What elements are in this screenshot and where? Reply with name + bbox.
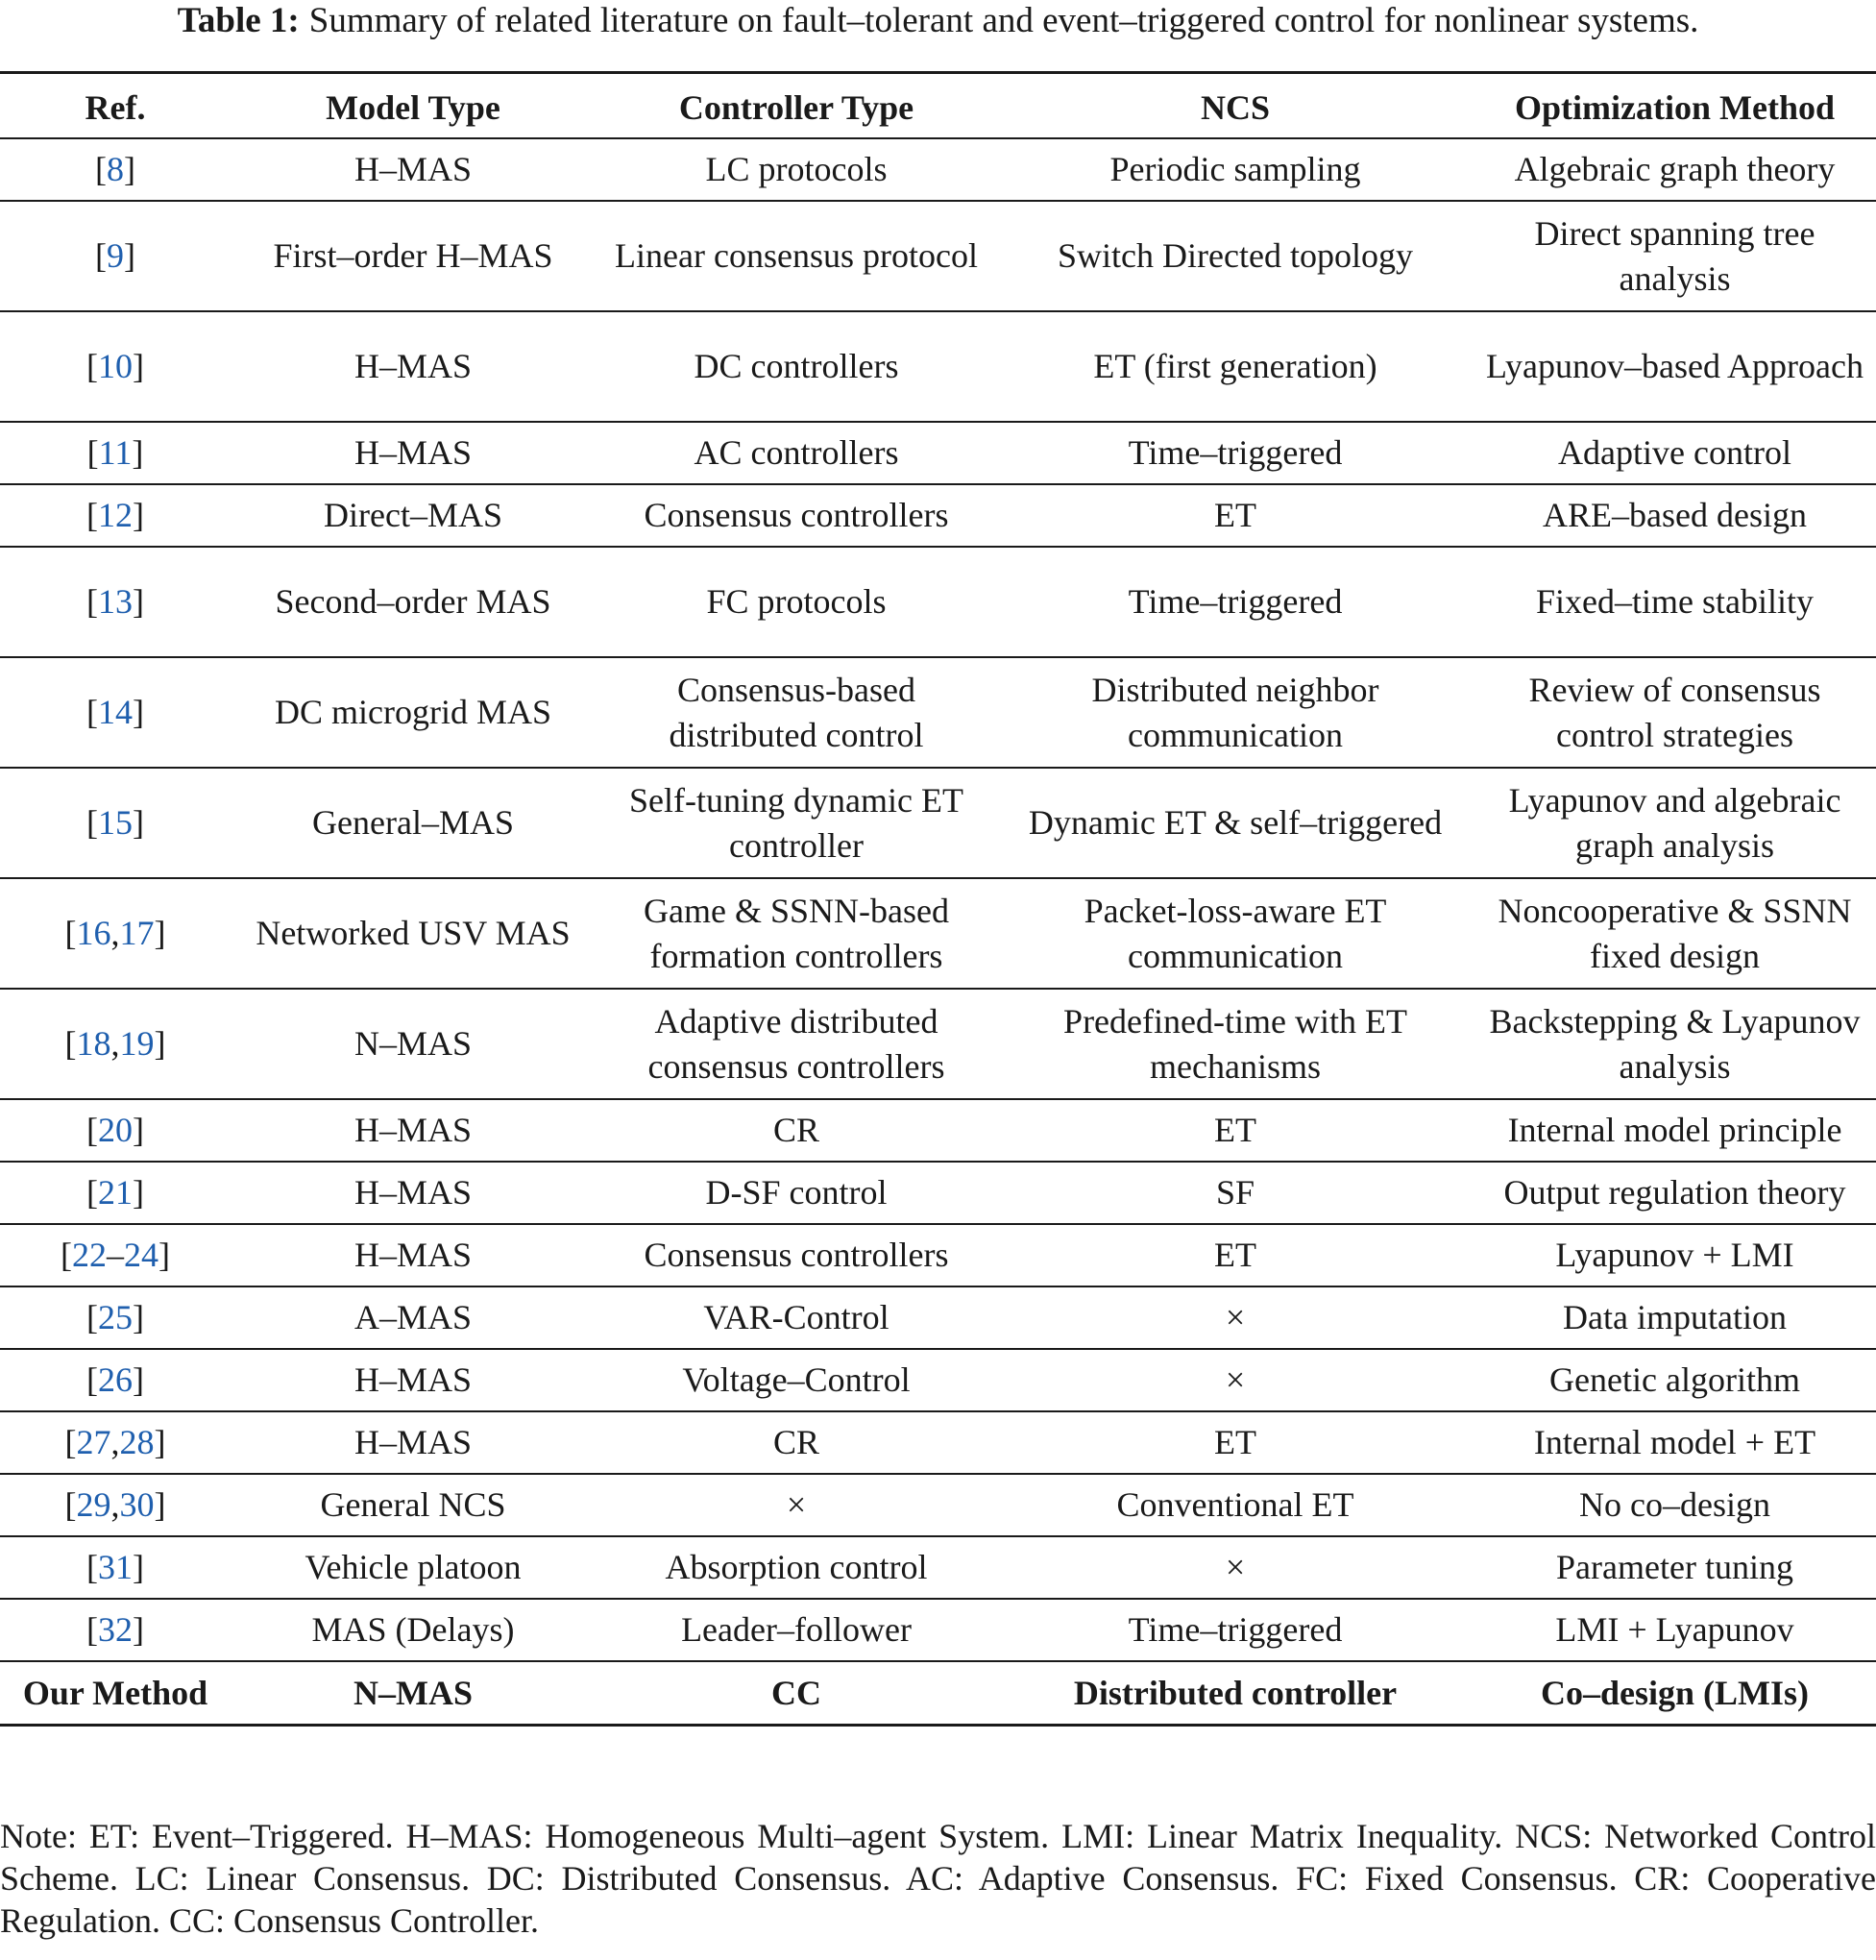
cell-model: H–MAS	[231, 1224, 596, 1286]
citation-link[interactable]: 10	[98, 347, 133, 385]
cell-ncs: ×	[997, 1536, 1474, 1599]
cell-controller: CR	[596, 1099, 997, 1162]
cell-ncs: ET	[997, 1224, 1474, 1286]
cell-controller: VAR-Control	[596, 1286, 997, 1349]
table-row	[0, 1536, 1876, 1599]
table-row	[0, 1411, 1876, 1474]
cell-controller: Voltage–Control	[596, 1349, 997, 1411]
cell-model: General NCS	[231, 1474, 596, 1536]
cell-method: No co–design	[1474, 1474, 1876, 1536]
cell-model: A–MAS	[231, 1286, 596, 1349]
citation-link[interactable]: 27	[76, 1423, 111, 1461]
table-row	[0, 989, 1876, 1099]
cell-method: Noncooperative & SSNN fixed design	[1474, 878, 1876, 989]
citation-link[interactable]: 9	[107, 236, 124, 275]
cell-ref: [20]	[0, 1099, 231, 1162]
table-row	[0, 1349, 1876, 1411]
cell-ncs: Time–triggered	[997, 422, 1474, 484]
cell-ncs: ET (first generation)	[997, 311, 1474, 422]
cell-ref: [22–24]	[0, 1224, 231, 1286]
cell-model: N–MAS	[231, 1661, 596, 1726]
citation-link[interactable]: 22	[72, 1236, 107, 1274]
table-row	[0, 657, 1876, 768]
cell-ref: [15]	[0, 768, 231, 878]
cell-ncs: Time–triggered	[997, 1599, 1474, 1661]
cell-ref: [32]	[0, 1599, 231, 1661]
cell-ncs: Time–triggered	[997, 547, 1474, 657]
cell-ref: [14]	[0, 657, 231, 768]
cell-controller: Consensus controllers	[596, 484, 997, 547]
cell-ref: [29,30]	[0, 1474, 231, 1536]
table-row	[0, 768, 1876, 878]
citation-link[interactable]: 19	[119, 1024, 155, 1063]
cell-controller: D-SF control	[596, 1162, 997, 1224]
table-row	[0, 547, 1876, 657]
literature-table	[0, 71, 1876, 1727]
cell-model: H–MAS	[231, 1099, 596, 1162]
cell-model: DC microgrid MAS	[231, 657, 596, 768]
cell-ref: [26]	[0, 1349, 231, 1411]
cell-model: MAS (Delays)	[231, 1599, 596, 1661]
cell-ref: [13]	[0, 547, 231, 657]
cell-controller: Game & SSNN-based formation controllers	[596, 878, 997, 989]
citation-link[interactable]: 24	[124, 1236, 158, 1274]
citation-link[interactable]: 12	[98, 496, 133, 534]
table-row	[0, 1162, 1876, 1224]
cell-ref: [21]	[0, 1162, 231, 1224]
cell-ncs: Distributed controller	[997, 1661, 1474, 1726]
citation-link[interactable]: 17	[119, 914, 155, 952]
cell-controller: ×	[596, 1474, 997, 1536]
cell-ncs: Switch Directed topology	[997, 201, 1474, 311]
table-row	[0, 201, 1876, 311]
cell-ncs: ET	[997, 1411, 1474, 1474]
cell-ref: [11]	[0, 422, 231, 484]
cell-model: Networked USV MAS	[231, 878, 596, 989]
citation-link[interactable]: 26	[98, 1360, 133, 1399]
cell-model: H–MAS	[231, 1411, 596, 1474]
table-row	[0, 1224, 1876, 1286]
cell-model: General–MAS	[231, 768, 596, 878]
cell-method: ARE–based design	[1474, 484, 1876, 547]
cell-method: Fixed–time stability	[1474, 547, 1876, 657]
table-row	[0, 1599, 1876, 1661]
cell-method: Adaptive control	[1474, 422, 1876, 484]
citation-link[interactable]: 11	[98, 433, 133, 472]
cell-method: Lyapunov and algebraic graph analysis	[1474, 768, 1876, 878]
cell-method: Data imputation	[1474, 1286, 1876, 1349]
cell-controller: Absorption control	[596, 1536, 997, 1599]
table-header-row	[0, 73, 1876, 139]
cell-model: H–MAS	[231, 311, 596, 422]
cell-ref: [31]	[0, 1536, 231, 1599]
cell-method: Lyapunov–based Approach	[1474, 311, 1876, 422]
cell-model: H–MAS	[231, 1349, 596, 1411]
cell-model: First–order H–MAS	[231, 201, 596, 311]
table-row	[0, 422, 1876, 484]
cell-ref: [18,19]	[0, 989, 231, 1099]
cell-controller: Consensus-based distributed control	[596, 657, 997, 768]
cell-ref: [9]	[0, 201, 231, 311]
cell-model: Vehicle platoon	[231, 1536, 596, 1599]
cell-method: Algebraic graph theory	[1474, 138, 1876, 201]
cell-method: Internal model + ET	[1474, 1411, 1876, 1474]
cell-method: Direct spanning tree analysis	[1474, 201, 1876, 311]
citation-link[interactable]: 21	[98, 1173, 133, 1212]
citation-link[interactable]: 28	[119, 1423, 155, 1461]
citation-link[interactable]: 29	[76, 1485, 111, 1524]
cell-ncs: ET	[997, 1099, 1474, 1162]
cell-model: N–MAS	[231, 989, 596, 1099]
cell-model: Second–order MAS	[231, 547, 596, 657]
header-controller-type: Controller Type	[596, 73, 997, 139]
cell-ref: [12]	[0, 484, 231, 547]
cell-method: Output regulation theory	[1474, 1162, 1876, 1224]
header-model-type: Model Type	[231, 73, 596, 139]
citation-link[interactable]: 25	[98, 1298, 133, 1336]
cell-controller: AC controllers	[596, 422, 997, 484]
caption-label: Table 1:	[177, 1, 300, 40]
cell-ncs: Distributed neighbor communication	[997, 657, 1474, 768]
citation-link[interactable]: 30	[119, 1485, 155, 1524]
table-note: Note: ET: Event–Triggered. H–MAS: Homogeneous Multi–agent System. LMI: Linear Matrix Inequality. NCS: Networked Control Scheme. LC: Linear Consensus. DC: Distributed Consensus. AC: Adaptive Consensus. FC: Fixed Consensus. CR: Cooperative Regulation. CC: Consensus Controller.	[0, 1817, 1876, 1940]
cell-controller: FC protocols	[596, 547, 997, 657]
cell-ref: Our Method	[0, 1661, 231, 1726]
cell-ncs: Dynamic ET & self–triggered	[997, 768, 1474, 878]
cell-controller: Adaptive distributed consensus controllers	[596, 989, 997, 1099]
table-row	[0, 878, 1876, 989]
cell-ncs: Conventional ET	[997, 1474, 1474, 1536]
table-row	[0, 1099, 1876, 1162]
table-row	[0, 311, 1876, 422]
cell-method: Review of consensus control strategies	[1474, 657, 1876, 768]
cell-ref: [10]	[0, 311, 231, 422]
citation-link[interactable]: 15	[98, 803, 133, 842]
cell-controller: Leader–follower	[596, 1599, 997, 1661]
citation-link[interactable]: 13	[98, 582, 133, 621]
header-ncs: NCS	[997, 73, 1474, 139]
cell-ref: [8]	[0, 138, 231, 201]
table-body	[0, 138, 1876, 1726]
table-row	[0, 1286, 1876, 1349]
cell-controller: CR	[596, 1411, 997, 1474]
citation-link[interactable]: 14	[98, 693, 133, 731]
cell-controller: Self-tuning dynamic ET controller	[596, 768, 997, 878]
cell-ncs: ×	[997, 1349, 1474, 1411]
table-caption	[0, 0, 1876, 42]
cell-ncs: Predefined-time with ET mechanisms	[997, 989, 1474, 1099]
header-optimization-method: Optimization Method	[1474, 73, 1876, 139]
cell-ncs: Packet-loss-aware ET communication	[997, 878, 1474, 989]
cell-ncs: Periodic sampling	[997, 138, 1474, 201]
cell-method: Co–design (LMIs)	[1474, 1661, 1876, 1726]
cell-ncs: ×	[997, 1286, 1474, 1349]
cell-ref: [27,28]	[0, 1411, 231, 1474]
cell-method: Backstepping & Lyapunov analysis	[1474, 989, 1876, 1099]
cell-method: Internal model principle	[1474, 1099, 1876, 1162]
cell-method: Genetic algorithm	[1474, 1349, 1876, 1411]
cell-ncs: ET	[997, 484, 1474, 547]
citation-link[interactable]: 32	[98, 1610, 133, 1649]
table-row	[0, 484, 1876, 547]
caption-text: Summary of related literature on fault–tolerant and event–triggered control for nonlinear systems.	[308, 1, 1699, 40]
citation-link[interactable]: 20	[98, 1111, 133, 1149]
header-ref: Ref.	[0, 73, 231, 139]
cell-controller: LC protocols	[596, 138, 997, 201]
cell-controller: CC	[596, 1661, 997, 1726]
citation-link[interactable]: 18	[76, 1024, 111, 1063]
cell-method: Lyapunov + LMI	[1474, 1224, 1876, 1286]
cell-method: LMI + Lyapunov	[1474, 1599, 1876, 1661]
cell-controller: DC controllers	[596, 311, 997, 422]
cell-model: H–MAS	[231, 1162, 596, 1224]
cell-model: H–MAS	[231, 138, 596, 201]
table-row	[0, 1474, 1876, 1536]
cell-method: Parameter tuning	[1474, 1536, 1876, 1599]
cell-model: H–MAS	[231, 422, 596, 484]
cell-ncs: SF	[997, 1162, 1474, 1224]
citation-link[interactable]: 16	[76, 914, 111, 952]
citation-link[interactable]: 31	[98, 1548, 133, 1586]
cell-controller: Consensus controllers	[596, 1224, 997, 1286]
citation-link[interactable]: 8	[107, 150, 124, 188]
table-row-our-method	[0, 1661, 1876, 1726]
cell-ref: [25]	[0, 1286, 231, 1349]
cell-ref: [16,17]	[0, 878, 231, 989]
table-row	[0, 138, 1876, 201]
cell-controller: Linear consensus protocol	[596, 201, 997, 311]
cell-model: Direct–MAS	[231, 484, 596, 547]
